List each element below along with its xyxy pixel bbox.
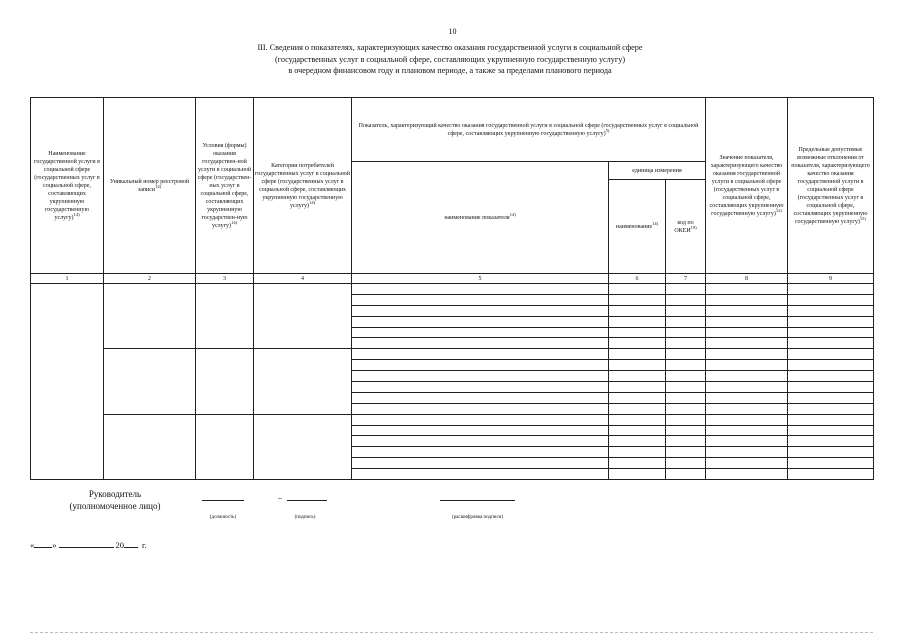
signature-caption: (подпись) — [294, 515, 316, 520]
header-okei-code: код по ОКЕИ$^{19)}$ — [666, 180, 706, 274]
position-caption: (должность) — [209, 515, 237, 520]
empty-cell — [104, 414, 196, 479]
open-quote: « — [30, 540, 35, 550]
column-number: 6 — [609, 274, 666, 284]
year-suffix: г. — [142, 540, 147, 550]
column-number: 1 — [31, 274, 104, 284]
header-unit-name: наименование$^{14)}$ — [609, 180, 666, 274]
quality-indicators-table — [30, 97, 874, 480]
header-unit-group: единица измерения — [609, 162, 706, 180]
signer-title: Руководитель — [88, 489, 142, 499]
header-consumer-categories: Категории потребителей государственных услуг в социальной сфере (государственных услуг в социальной сфере, составляющих укрупненную государственную услугу)$^{14)}$ — [254, 98, 352, 274]
page-number: 10 — [448, 27, 457, 36]
empty-cell — [254, 349, 352, 414]
column-number: 8 — [706, 274, 788, 284]
column-number: 7 — [666, 274, 706, 284]
date-line — [30, 540, 147, 550]
empty-cell — [196, 284, 254, 349]
header-indicator-value: Значение показателя, характеризующего качество оказания государственной услуги в социальной сфере (государственных услуг в социальной сфере, составляющих укрупненную государственную услугу)$^{12)}$ — [706, 98, 788, 274]
empty-cell — [254, 414, 352, 479]
signature-block-title — [40, 488, 190, 512]
table-row — [31, 414, 874, 425]
column-numbers-row — [31, 274, 874, 284]
close-quote: » — [52, 540, 57, 550]
header-registry-number: Уникальный номер реестровой записи$^{14)}$ — [104, 98, 196, 274]
header-allowed-deviation: Предельные допустимые возможные отклонения от показателя, характеризующего качество оказания государственной услуги в социальной сфере (государственных услуг в социальной сфере, составляющих укрупненную государственную услугу)$^{15)}$ — [788, 98, 874, 274]
empty-cell — [31, 284, 104, 480]
header-service-name: Наименование государственной услуги в социальной сфере (государственных услуг в социальной сфере, составляющих укрупненную государственную услугу)$^{14)}$ — [31, 98, 104, 274]
empty-cell — [196, 414, 254, 479]
header-conditions: Условия (формы) оказания государствен-ной услуги в социальной сфере (государствен-ных услуг в социальной сфере, составляющих укрупненную государствен-ную услугу)$^{14)}$ — [196, 98, 254, 274]
column-number: 2 — [104, 274, 196, 284]
decode-line — [440, 500, 515, 501]
position-line — [202, 500, 244, 501]
title-line-3: в очередном финансовом году и плановом периоде, а также за пределами планового периода — [288, 66, 612, 75]
header-indicator-name: наименование показателя$^{14)}$ — [352, 162, 609, 274]
table-row — [31, 284, 874, 295]
empty-cell — [196, 349, 254, 414]
column-number: 5 — [352, 274, 609, 284]
table-row — [31, 349, 874, 360]
empty-cell — [104, 284, 196, 349]
header-indicator-group: Показатель, характеризующий качество оказания государственной услуги в социальной сфере (государственных услуг в социальной сфере, составляющих укрупненную государственную услугу)$^{5)}$ — [352, 98, 706, 162]
year-prefix: 20 — [115, 540, 124, 550]
empty-cell — [104, 349, 196, 414]
bottom-rule — [30, 632, 873, 633]
signer-subtitle: (уполномоченное лицо) — [69, 501, 161, 511]
empty-cell — [254, 284, 352, 349]
section-title — [150, 42, 750, 77]
signature-line — [287, 500, 327, 501]
sign-dash: – — [278, 493, 282, 502]
column-number: 9 — [788, 274, 874, 284]
decode-caption: (расшифровка подписи) — [451, 515, 504, 520]
title-line-2: (государственных услуг в социальной сфере, составляющих укрупненную государственную услугу) — [274, 54, 626, 64]
column-number: 4 — [254, 274, 352, 284]
title-line-1: III. Сведения о показателях, характеризующих качество оказания государственной услуги в социальной сфере — [257, 43, 643, 52]
column-number: 3 — [196, 274, 254, 284]
